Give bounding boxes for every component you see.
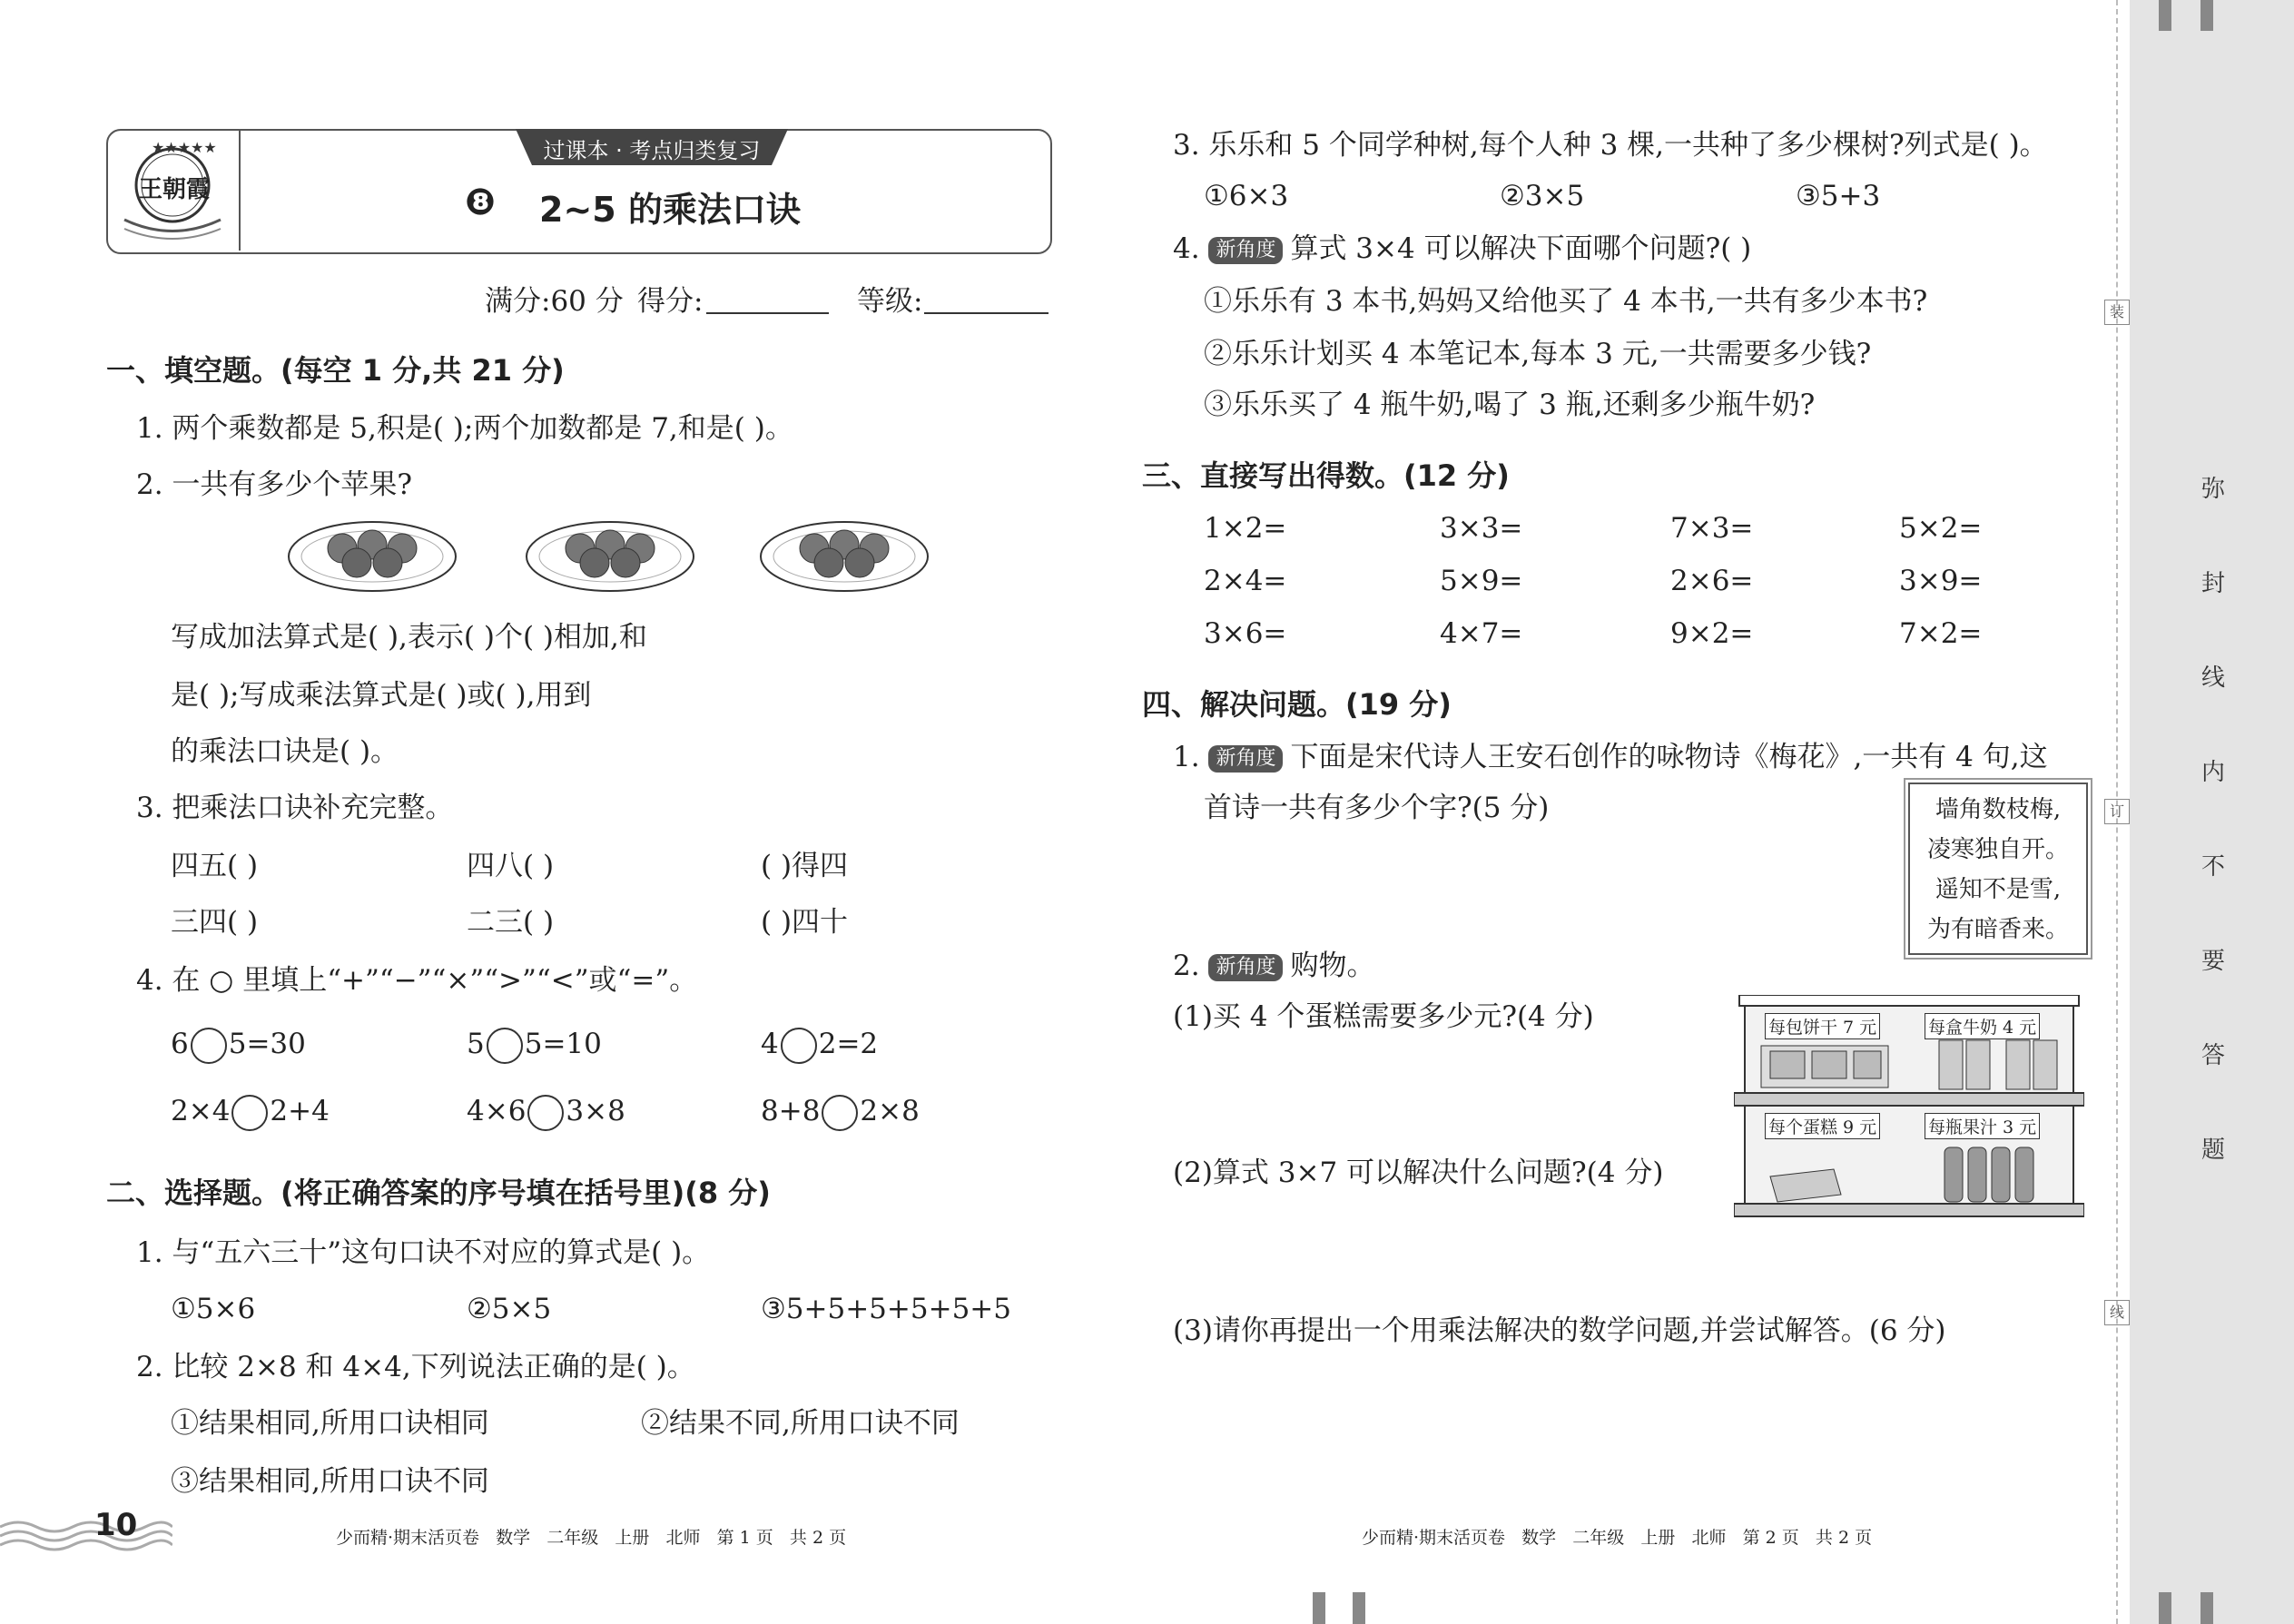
s1-q4-r2-a — [171, 1093, 330, 1131]
side-char: 要 — [2200, 948, 2225, 975]
s4-q2-2: (2)算式 3×7 可以解决什么问题?(4 分) — [1173, 1156, 1664, 1189]
r-q3-opt2: ②3×5 — [1500, 180, 1585, 212]
s3-r1-c3: 7×3= — [1670, 512, 1754, 545]
s2-q1-opt1: ①5×6 — [171, 1293, 256, 1325]
s3-r3-c1: 3×6= — [1204, 617, 1287, 650]
score-full: 满分:60 分 — [485, 285, 624, 318]
expr-right: 2×8 — [860, 1095, 920, 1127]
s4-q1-text: 下面是宋代诗人王安石创作的咏物诗《梅花》,一共有 4 句,这 — [1290, 741, 2048, 773]
section4-title: 四、解决问题。(19 分) — [1142, 687, 1452, 722]
expr-left: 8+8 — [761, 1095, 821, 1127]
new-angle-badge: 新角度 — [1208, 745, 1283, 773]
side-char: 封 — [2200, 570, 2225, 597]
logo — [106, 129, 241, 251]
binding-bar — [2159, 0, 2171, 31]
s1-q4-r1-b — [467, 1026, 602, 1064]
s4-q2-3: (3)请你再提出一个用乘法解决的数学问题,并尝试解答。(6 分) — [1173, 1314, 1946, 1347]
expr-left: 6 — [171, 1028, 189, 1060]
s1-q4-r2-b — [467, 1093, 625, 1131]
side-char: 弥 — [2200, 476, 2225, 503]
score-got-line[interactable] — [706, 312, 829, 314]
s2-q2-opt3: ③结果相同,所用口诀不同 — [171, 1465, 489, 1498]
s1-q1: 1. 两个乘数都是 5,积是( );两个加数都是 7,和是( )。 — [136, 412, 793, 445]
price-label-cake: 每个蛋糕 9 元 — [1765, 1113, 1880, 1139]
binding-mark: 装 — [2104, 300, 2130, 325]
side-char: 内 — [2200, 759, 2225, 786]
answer-circle[interactable] — [822, 1095, 858, 1131]
binding-sidebar — [2130, 0, 2294, 1624]
s4-q2-text: 购物。 — [1290, 950, 1375, 982]
binding-bar — [2200, 0, 2213, 31]
price-label-milk: 每盒牛奶 4 元 — [1925, 1013, 2040, 1039]
price-label-biscuit: 每包饼干 7 元 — [1765, 1013, 1880, 1039]
s1-q2-line-c: 的乘法口诀是( )。 — [171, 735, 399, 768]
score-grade-line[interactable] — [924, 312, 1049, 314]
new-angle-badge: 新角度 — [1208, 954, 1283, 981]
side-char: 不 — [2200, 853, 2225, 881]
r-q4-opt3: ③乐乐买了 4 瓶牛奶,喝了 3 瓶,还剩多少瓶牛奶? — [1204, 389, 1816, 421]
s2-q1: 1. 与“五六三十”这句口诀不对应的算式是( )。 — [136, 1236, 711, 1269]
lesson-number: ❽ — [465, 182, 496, 223]
poem-line: 凌寒独自开。 — [1926, 836, 2069, 863]
s1-q3-r2-a: 三四( ) — [171, 906, 259, 939]
answer-circle[interactable] — [487, 1028, 523, 1064]
question-number: 2. — [1173, 950, 1200, 982]
s1-q3-r1-b: 四八( ) — [467, 850, 555, 882]
s1-q2: 2. 一共有多少个苹果? — [136, 468, 413, 501]
s1-q3-r2-c: ( )四十 — [761, 906, 849, 939]
question-number: 1. — [1173, 741, 1200, 773]
answer-circle[interactable] — [781, 1028, 817, 1064]
binding-bar — [2159, 1592, 2171, 1624]
s2-q1-opt3: ③5+5+5+5+5+5 — [761, 1293, 1012, 1325]
poem-line: 遥知不是雪, — [1935, 876, 2062, 903]
s3-r2-c2: 5×9= — [1440, 565, 1523, 597]
answer-circle[interactable] — [231, 1095, 268, 1131]
new-angle-badge: 新角度 — [1208, 237, 1283, 264]
r-q4-opt1: ①乐乐有 3 本书,妈妈又给他买了 4 本书,一共有多少本书? — [1204, 285, 1928, 318]
r-q3-opt1: ①6×3 — [1204, 180, 1289, 212]
binding-mark: 订 — [2104, 799, 2130, 824]
s2-q1-opt2: ②5×5 — [467, 1293, 552, 1325]
s4-q1-line-a — [1173, 739, 2048, 775]
footer-right: 少而精·期末活页卷 数学 二年级 上册 北师 第 2 页 共 2 页 — [1362, 1528, 1873, 1548]
svg-text:★★★★★: ★★★★★ — [152, 139, 217, 156]
s4-q1-line-b: 首诗一共有多少个字?(5 分) — [1204, 792, 1550, 824]
expr-left: 4 — [761, 1028, 779, 1060]
page-number: 10 — [94, 1507, 138, 1543]
expr-right: 5=10 — [524, 1028, 602, 1060]
s1-q2-line-a: 写成加法算式是( ),表示( )个( )相加,和 — [171, 621, 647, 654]
footer-left: 少而精·期末活页卷 数学 二年级 上册 北师 第 1 页 共 2 页 — [336, 1528, 847, 1548]
logo-text: 王朝霞 — [139, 176, 211, 203]
r-q3-opt3: ③5+3 — [1796, 180, 1881, 212]
s1-q4-r1-c — [761, 1026, 878, 1064]
side-char: 线 — [2200, 664, 2225, 692]
shop-shelf — [1734, 995, 2084, 1225]
r-q4-opt2: ②乐乐计划买 4 本笔记本,每本 3 元,一共需要多少钱? — [1204, 338, 1872, 370]
expr-left: 4×6 — [467, 1095, 527, 1127]
section2-title: 二、选择题。(将正确答案的序号填在括号里)(8 分) — [106, 1176, 771, 1210]
question-number: 4. — [1173, 232, 1200, 265]
s1-q3-r1-c: ( )得四 — [761, 850, 849, 882]
r-q4-line — [1173, 231, 1751, 267]
s3-r3-c2: 4×7= — [1440, 617, 1523, 650]
expr-right: 2=2 — [818, 1028, 879, 1060]
expr-right: 3×8 — [566, 1095, 625, 1127]
s3-r1-c4: 5×2= — [1899, 512, 1983, 545]
poem-box — [1908, 782, 2088, 955]
s4-q2-line — [1173, 948, 1374, 984]
s2-q2-opt1: ①结果相同,所用口诀相同 — [171, 1407, 489, 1440]
section3-title: 三、直接写出得数。(12 分) — [1142, 458, 1510, 493]
s3-r3-c4: 7×2= — [1899, 617, 1983, 650]
section1-title: 一、填空题。(每空 1 分,共 21 分) — [106, 353, 565, 388]
s3-r2-c1: 2×4= — [1204, 565, 1287, 597]
s1-q4: 4. 在 ○ 里填上“+”“−”“×”“>”“<”或“=”。 — [136, 964, 698, 997]
binding-bar — [1313, 1592, 1325, 1624]
score-got: 得分: — [637, 285, 704, 318]
poem-line: 墙角数枝梅, — [1935, 796, 2062, 823]
answer-circle[interactable] — [527, 1095, 564, 1131]
s1-q4-r2-c — [761, 1093, 920, 1131]
binding-bar — [2200, 1592, 2213, 1624]
score-grade: 等级: — [857, 285, 923, 318]
side-char: 题 — [2200, 1137, 2225, 1164]
s3-r1-c1: 1×2= — [1204, 512, 1287, 545]
s2-q2-opt2: ②结果不同,所用口诀不同 — [641, 1407, 960, 1440]
s4-q2-1: (1)买 4 个蛋糕需要多少元?(4 分) — [1173, 1000, 1594, 1033]
answer-circle[interactable] — [191, 1028, 227, 1064]
s1-q3-r2-b: 二三( ) — [467, 906, 555, 939]
binding-mark: 线 — [2104, 1300, 2130, 1325]
s1-q2-line-b: 是( );写成乘法算式是( )或( ),用到 — [171, 679, 592, 712]
s1-q4-r1-a — [171, 1026, 306, 1064]
binding-bar — [1353, 1592, 1365, 1624]
price-label-juice: 每瓶果汁 3 元 — [1925, 1113, 2040, 1139]
expr-left: 2×4 — [171, 1095, 231, 1127]
s1-q3-r1-a: 四五( ) — [171, 850, 259, 882]
expr-right: 2+4 — [270, 1095, 330, 1127]
expr-left: 5 — [467, 1028, 485, 1060]
expr-right: 5=30 — [228, 1028, 306, 1060]
footer-wave — [0, 1516, 172, 1552]
s2-q2: 2. 比较 2×8 和 4×4,下列说法正确的是( )。 — [136, 1351, 695, 1383]
page-title: 2~5 的乘法口诀 — [539, 190, 801, 230]
s3-r3-c3: 9×2= — [1670, 617, 1754, 650]
s1-q3: 3. 把乘法口诀补充完整。 — [136, 792, 454, 824]
r-q3: 3. 乐乐和 5 个同学种树,每个人种 3 棵,一共种了多少棵树?列式是( )。 — [1173, 129, 2048, 162]
apple-plates — [286, 516, 940, 597]
poem-line: 为有暗香来。 — [1926, 916, 2069, 943]
s3-r2-c4: 3×9= — [1899, 565, 1983, 597]
side-char: 答 — [2200, 1042, 2225, 1069]
s3-r1-c2: 3×3= — [1440, 512, 1523, 545]
r-q4-text: 算式 3×4 可以解决下面哪个问题?( ) — [1290, 232, 1752, 265]
header-tag-text: 过课本 · 考点归类复习 — [543, 138, 761, 163]
s3-r2-c3: 2×6= — [1670, 565, 1754, 597]
